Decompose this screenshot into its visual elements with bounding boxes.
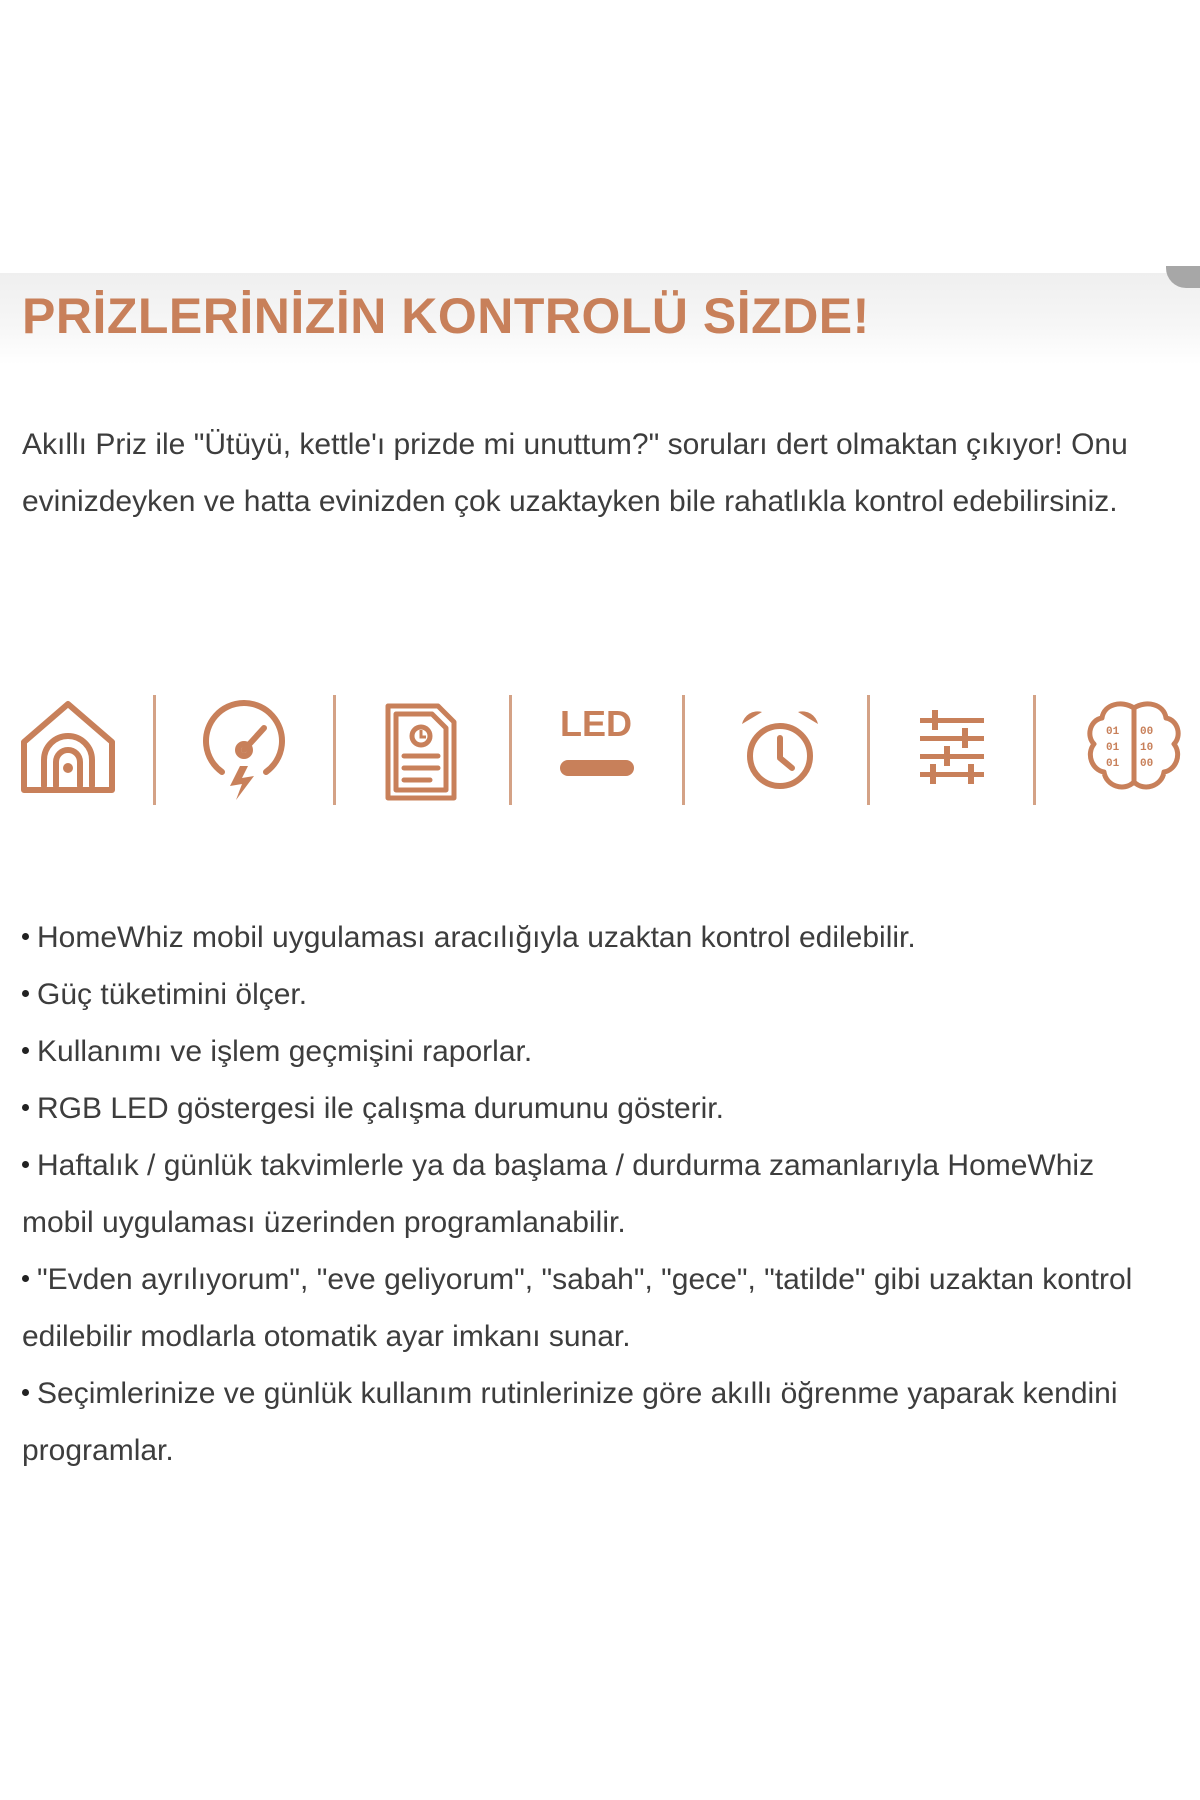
bullet-icon [22,1104,29,1111]
svg-text:01: 01 [1106,726,1120,738]
smart-home-icon [18,690,118,810]
feature-text: Haftalık / günlük takvimlerle ya da başlama / durdurma zamanlarıyla HomeWhiz mobil uygulaması üzerinden programlanabilir. [22,1149,1095,1239]
power-gauge-icon [196,690,292,810]
icon-divider [333,695,336,805]
list-item [22,966,1172,1023]
bullet-icon [22,933,29,940]
feature-text: RGB LED göstergesi ile çalışma durumunu gösterir. [37,1092,724,1125]
list-item [22,1023,1172,1080]
feature-text: Seçimlerinize ve günlük kullanım rutinlerinize göre akıllı öğrenme yaparak kendini programlar. [22,1377,1118,1467]
list-item [22,909,1172,966]
led-indicator-icon [552,690,640,810]
icon-divider [1033,695,1036,805]
list-item [22,1251,1172,1365]
bullet-icon [22,1275,29,1282]
icon-divider [867,695,870,805]
feature-text: Güç tüketimini ölçer. [37,978,308,1011]
intro-paragraph: Akıllı Priz ile "Ütüyü, kettle'ı prizde mi unuttum?" soruları dert olmaktan çıkıyor! Onu evinizdeyken ve hatta evinizden çok uzaktayken bile rahatlıkla kontrol edebilirsiniz. [22,428,1128,518]
list-item [22,1365,1172,1479]
alarm-clock-icon [738,690,822,810]
feature-list [22,909,1172,1479]
led-label: LED [560,703,632,744]
bullet-icon [22,1161,29,1168]
page-title: PRİZLERİNİZİN KONTROLÜ SİZDE! [22,288,870,344]
smart-brain-icon [1084,690,1184,810]
svg-text:10: 10 [1140,742,1154,754]
bullet-icon [22,990,29,997]
icon-divider [509,695,512,805]
feature-text: HomeWhiz mobil uygulaması aracılığıyla uzaktan kontrol edilebilir. [37,921,916,954]
bullet-icon [22,1389,29,1396]
svg-text:00: 00 [1140,726,1154,738]
feature-text: "Evden ayrılıyorum", "eve geliyorum", "sabah", "gece", "tatilde" gibi uzaktan kontrol edilebilir modlarla otomatik ayar imkanı sunar. [22,1263,1133,1353]
bullet-icon [22,1047,29,1054]
feature-text: Kullanımı ve işlem geçmişini raporlar. [37,1035,533,1068]
report-document-icon [380,690,460,810]
svg-text:00: 00 [1140,758,1154,770]
svg-text:01: 01 [1106,742,1120,754]
feature-icons-row [0,690,1200,810]
list-item [22,1137,1172,1251]
settings-sliders-icon [916,690,988,810]
list-item [22,1080,1172,1137]
icon-divider [153,695,156,805]
icon-divider [682,695,685,805]
svg-text:01: 01 [1106,758,1120,770]
